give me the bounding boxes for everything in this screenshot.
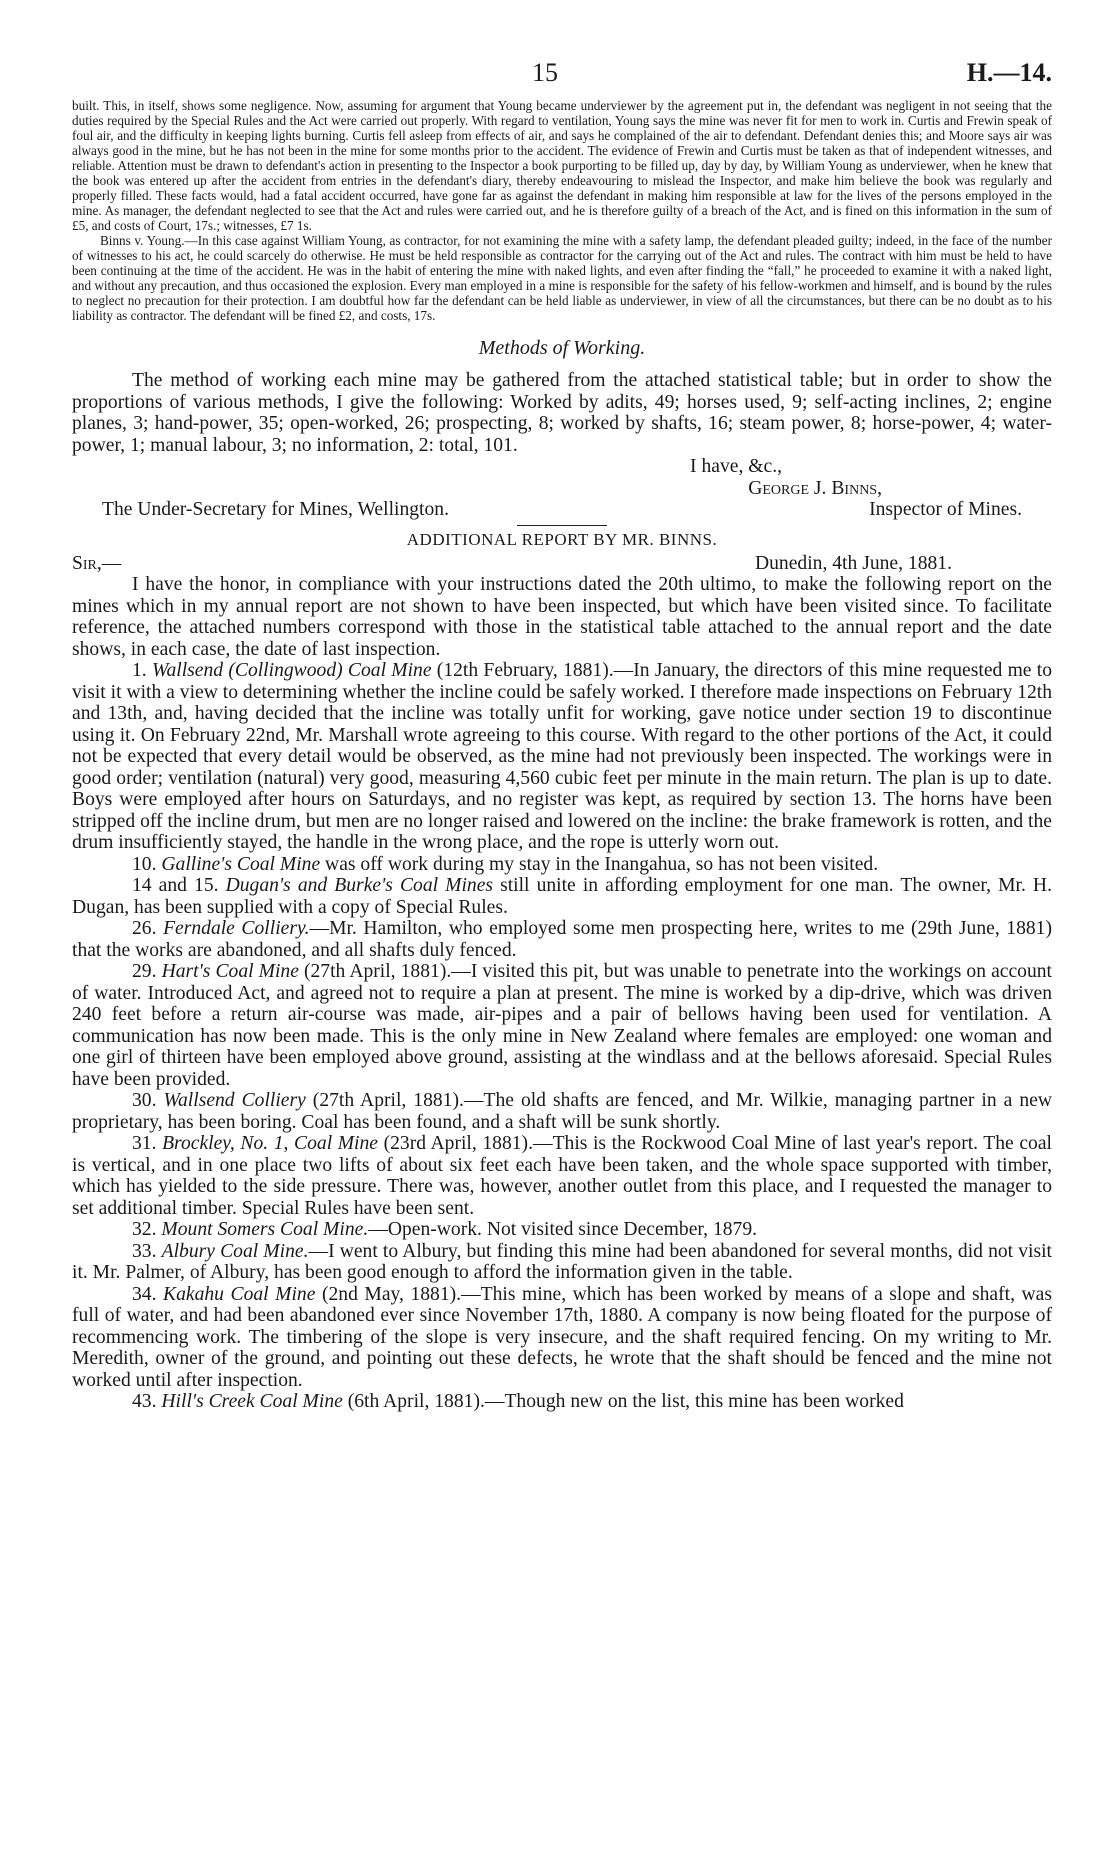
entry-number: 14 and 15. [132,875,219,896]
entry-text: (23rd April, 1881).—This is the Rockwood Coal Mine of last year's report. The coal is vertical, and in one place two lifts of about six feet each have been taken, and the whole space supported with timber, which has yielded to the side pressure. There was, however, another outlet from this place, and I requested the manager to set additional timber. Special Rules have been sent. [72,1133,1052,1219]
additional-report-title: ADDITIONAL REPORT BY MR. BINNS. [406,529,718,549]
entry-text: —Open-work. Not visited since December, 1879. [368,1219,758,1240]
mine-entry [72,660,1052,854]
mine-name: Kakahu Coal Mine [163,1283,316,1305]
divider-rule [517,525,607,526]
entry-number: 1. [132,660,147,681]
salutation: Sir,— [72,552,122,574]
addressee: The Under-Secretary for Mines, Wellington. [102,499,449,520]
entry-number: 34. [132,1283,157,1305]
signature-title: Inspector of Mines. [869,499,1022,520]
signature-row [72,478,1052,500]
date-line: Dunedin, 4th June, 1881. [754,552,952,574]
mine-name: Dugan's and Burke's Coal Mines [225,875,494,896]
entry-number: 26. [132,918,157,939]
mine-name: Albury Coal Mine. [161,1240,309,1262]
mine-entry [72,1219,1052,1241]
mine-name: Wallsend (Collingwood) Coal Mine [151,660,432,681]
closing-row [72,456,1052,478]
section-heading: Methods of Working. [478,337,646,359]
mine-entry [72,1133,1052,1219]
mine-entry [72,1090,1052,1133]
salutation-row [72,553,1052,575]
entry-text: was off work during my stay in the Inangahua, so has not been visited. [320,853,879,875]
signature-name: George J. Binns, [748,477,882,499]
mine-name: Hill's Creek Coal Mine [161,1391,343,1412]
mine-name: Wallsend Colliery [163,1090,306,1111]
page-number: 15 [532,58,558,87]
entry-text: (12th February, 1881).—In January, the directors of this mine requested me to visit it with a view to determining whether the incline could be safely worked. I therefore made inspections on February 12th and 13th, and, having decided that the incline was totally unfit for working, gave notice under section 19 to discontinue using it. On February 22nd, Mr. Marshall wrote agreeing to this course. With regard to the other portions of the Act, it could not be expected that every detail would be observed, as the mine had not previously been inspected. The workings were in good order; ventilation (natural) very good, measuring 4,560 cubic feet per minute in the main return. The plan is up to date. Boys were employed after hours on Saturdays, and no register was kept, as required by section 13. The horns have been stripped off the incline drum, but men are no longer raised and lowered on the incline: the brake framework is rotten, and the drum insufficiently stayed, the handle in the wrong place, and the rope is utterly worn out. [72,660,1053,853]
entry-number: 29. [132,961,157,982]
entry-number: 32. [132,1219,157,1240]
page-header [72,58,1052,98]
mine-name: Hart's Coal Mine [161,961,299,982]
mine-entry [72,1284,1052,1392]
intro-paragraph: I have the honor, in compliance with your instructions dated the 20th ultimo, to make the following report on the mines which in my annual report are not shown to have been inspected, but which have been visited since. To facilitate reference, the attached numbers correspond with those in the statistical table attached to the annual report and the date shows, in each case, the date of last inspection. [72,574,1052,660]
document-code: H.—14. [966,58,1052,87]
entry-text: (6th April, 1881).—Though new on the list, this mine has been worked [342,1391,904,1412]
mine-entry [72,961,1052,1090]
entry-text: (27th April, 1881).—The old shafts are fenced, and Mr. Wilkie, managing partner in a new proprietary, has been boring. Coal has been found, and a shaft will be sunk shortly. [72,1090,1052,1133]
mine-entry [72,875,1052,918]
mine-entries [72,660,1052,1413]
judgment-paragraph-2: Binns v. Young.—In this case against William Young, as contractor, for not examining the mine with a safety lamp, the defendant pleaded guilty; indeed, in the face of the number of witnesses to his act, he could scarcely do otherwise. He must be held responsible as contractor for the carrying out of the Act and rules. The contract with him must be held to have been continuing at the time of the accident. He was in the habit of entering the mine with naked lights, and even after finding the “fall,” he proceeded to examine it with a naked light, and without any precaution, and thus occasioned the explosion. Every man employed in a mine is responsible for the safety of his fellow-workmen and himself, and is bound by the rules to neglect no precaution for their protection. I am doubtful how far the defendant can be held liable as underviewer, in view of all the circumstances, but there can be no doubt as to his liability as contractor. The defendant will be fined £2, and costs, 17s. [72,233,1052,323]
mine-entry [72,854,1052,876]
mine-name: Mount Somers Coal Mine. [161,1219,369,1240]
entry-text: —Mr. Hamilton, who employed some men prospecting here, writes to me (29th June, 1881) that the works are abandoned, and all shafts duly fenced. [72,918,1052,961]
mine-entry [72,918,1052,961]
entry-number: 30. [132,1090,157,1111]
entry-text: still unite in affording employment for one man. The owner, Mr. H. Dugan, has been supplied with a copy of Special Rules. [72,875,1052,918]
entry-number: 43. [132,1391,157,1412]
mine-name: Brockley, No. 1, Coal Mine [162,1133,378,1154]
mine-name: Ferndale Colliery. [163,918,310,939]
mine-entry [72,1391,1052,1413]
entry-number: 31. [132,1133,157,1154]
entry-text: (2nd May, 1881).—This mine, which has been worked by means of a slope and shaft, was full of water, and had been abandoned ever since November 17th, 1880. A company is now being floated for the purpose of recommencing work. The timbering of the slope is very insecure, and the shaft required fencing. On my writing to Mr. Meredith, owner of the ground, and pointing out these defects, he wrote that the shaft should be fenced and the mine not worked until after inspection. [72,1283,1052,1391]
entry-number: 33. [132,1240,157,1262]
mine-entry [72,1241,1052,1284]
judgment-paragraph-1: built. This, in itself, shows some negligence. Now, assuming for argument that Young became underviewer by the agreement put in, the defendant was negligent in not seeing that the duties required by the Special Rules and the Act were carried out properly. With regard to ventilation, Young says the mine was never fit for men to work in. Curtis and Frewin speak of foul air, and the difficulty in keeping lights burning. Curtis fell asleep from effects of air, and says he complained of the air to defendant. Defendant denies this; and Moore says air was always good in the mine, but he has not been in the mine for some months prior to the accident. The evidence of Frewin and Curtis must be taken as that of independent witnesses, and reliable. Attention must be drawn to defendant's action in presenting to the Inspector a book purporting to be filled up, day by day, by William Young as underviewer, when he knew that the book was entered up after the accident from entries in the defendant's diary, thereby endeavouring to mislead the Inspector, and make him believe the book was regularly and properly filled. These facts would, had a fatal accident occurred, have gone far as against the defendant in making him responsible at law for the lives of the persons employed in the mine. As manager, the defendant neglected to see that the Act and rules were carried out, and he is therefore guilty of a breach of the Act, and is fined on this information in the sum of £5, and costs of Court, 17s.; witnesses, £7 1s. [72,98,1052,233]
closing-text: I have, &c., [690,456,782,477]
entry-text: —I went to Albury, but finding this mine had been abandoned for several months, did not visit it. Mr. Palmer, of Albury, has been good enough to afford the information given in the table. [72,1240,1052,1283]
mine-name: Galline's Coal Mine [161,853,321,875]
entry-text: (27th April, 1881).—I visited this pit, but was unable to penetrate into the workings on account of water. Introduced Act, and agreed not to require a plan at present. The mine is worked by a dip-drive, which was driven 240 feet before a return air-course was made, air-pipes and a pair of bellows having been used for ventilation. A communication has now been made. This is the only mine in New Zealand where females are employed: one woman and one girl of thirteen have been employed above ground, assisting at the windlass and at the bellows aforesaid. Special Rules have been provided. [72,961,1052,1090]
document-page [72,58,1052,1413]
entry-number: 10. [132,853,157,875]
addressee-row [72,499,1052,521]
methods-paragraph: The method of working each mine may be gathered from the attached statistical table; but in order to show the proportions of various methods, I give the following: Worked by adits, 49; horses used, 9; self-acting inclines, 2; engine planes, 3; hand-power, 35; open-worked, 26; prospecting, 8; worked by shafts, 16; steam power, 8; horse-power, 4; water-power, 1; manual labour, 3; no information, 2: total, 101. [72,370,1052,456]
